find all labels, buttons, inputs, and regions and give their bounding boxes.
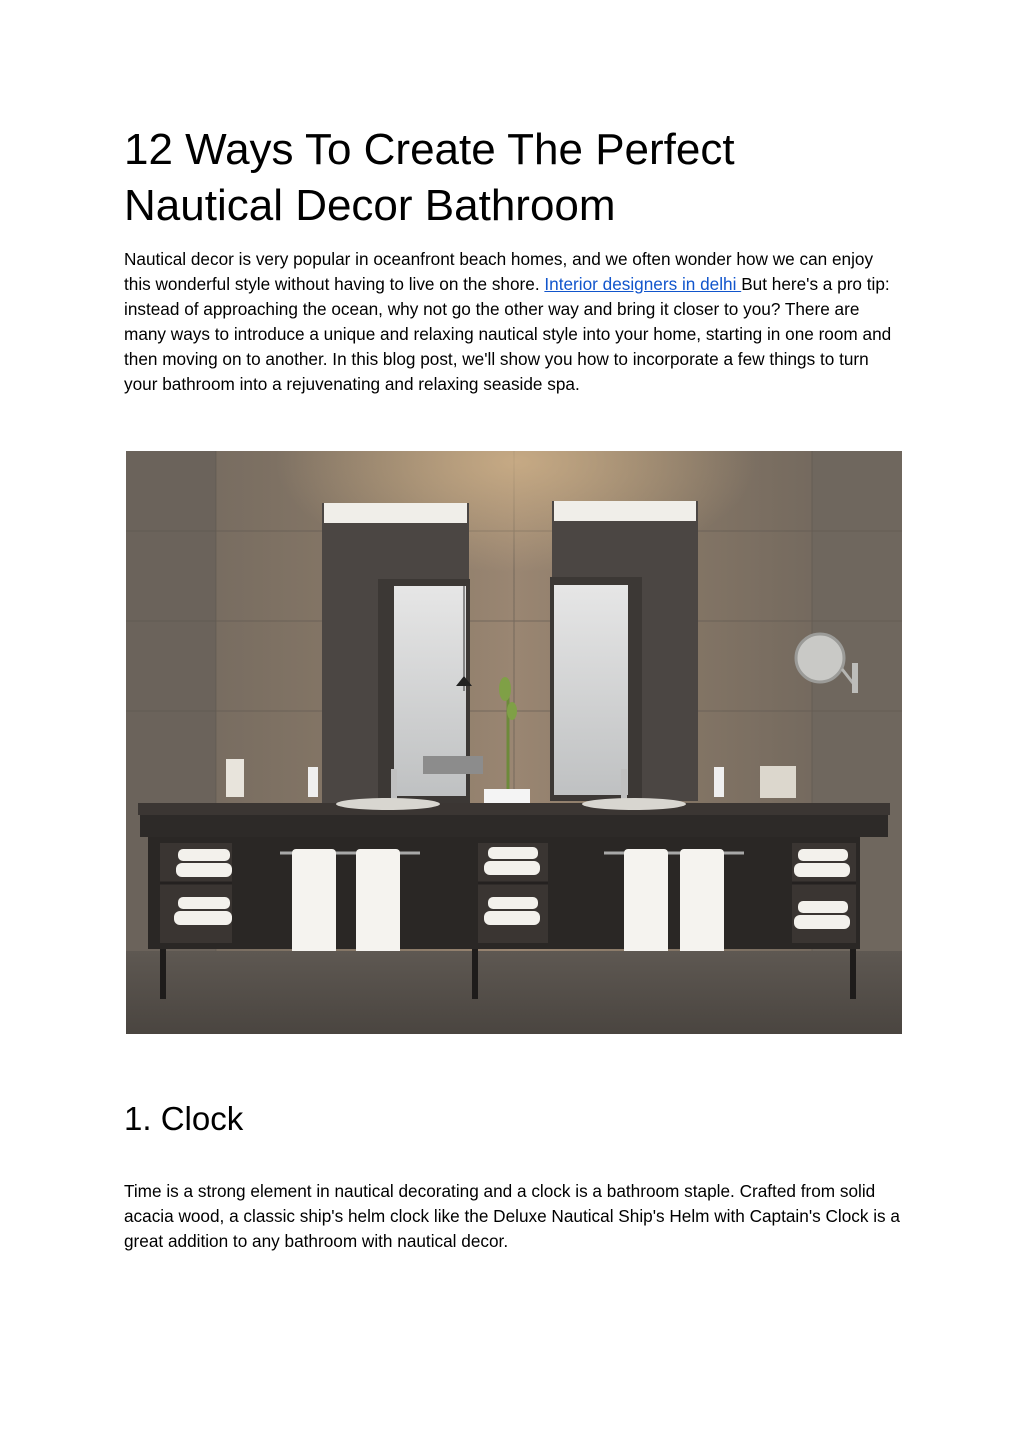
bathroom-photo: [126, 451, 902, 1034]
intro-text-start: Nautical decor is very popular in oceanfront beach homes, and we often wonder how we can enjoy this wonderful style without having to live on the shore.: [124, 249, 874, 294]
section-paragraph-clock: Time is a strong element in nautical decorating and a clock is a bathroom staple. Crafted from solid acacia wood, a classic ship's helm clock like the Deluxe Nautical Ship's Helm with Captain's Clock is a great addition to any bathroom with nautical decor.: [124, 1181, 900, 1251]
intro-paragraph: [124, 247, 904, 397]
interior-designers-link[interactable]: Interior designers in delhi: [544, 274, 742, 294]
intro-text-end: But here's a pro tip: instead of approaching the ocean, why not go the other way and bring it closer to you? There are many ways to introduce a unique and relaxing nautical style into your home, starting in one room and then moving on to another. In this blog post, we'll show you how to incorporate a few things to turn your bathroom into a rejuvenating and relaxing seaside spa.: [124, 274, 892, 394]
section-heading-clock: 1. Clock: [124, 1100, 244, 1137]
page-title: 12 Ways To Create The Perfect Nautical Decor Bathroom: [124, 125, 735, 230]
